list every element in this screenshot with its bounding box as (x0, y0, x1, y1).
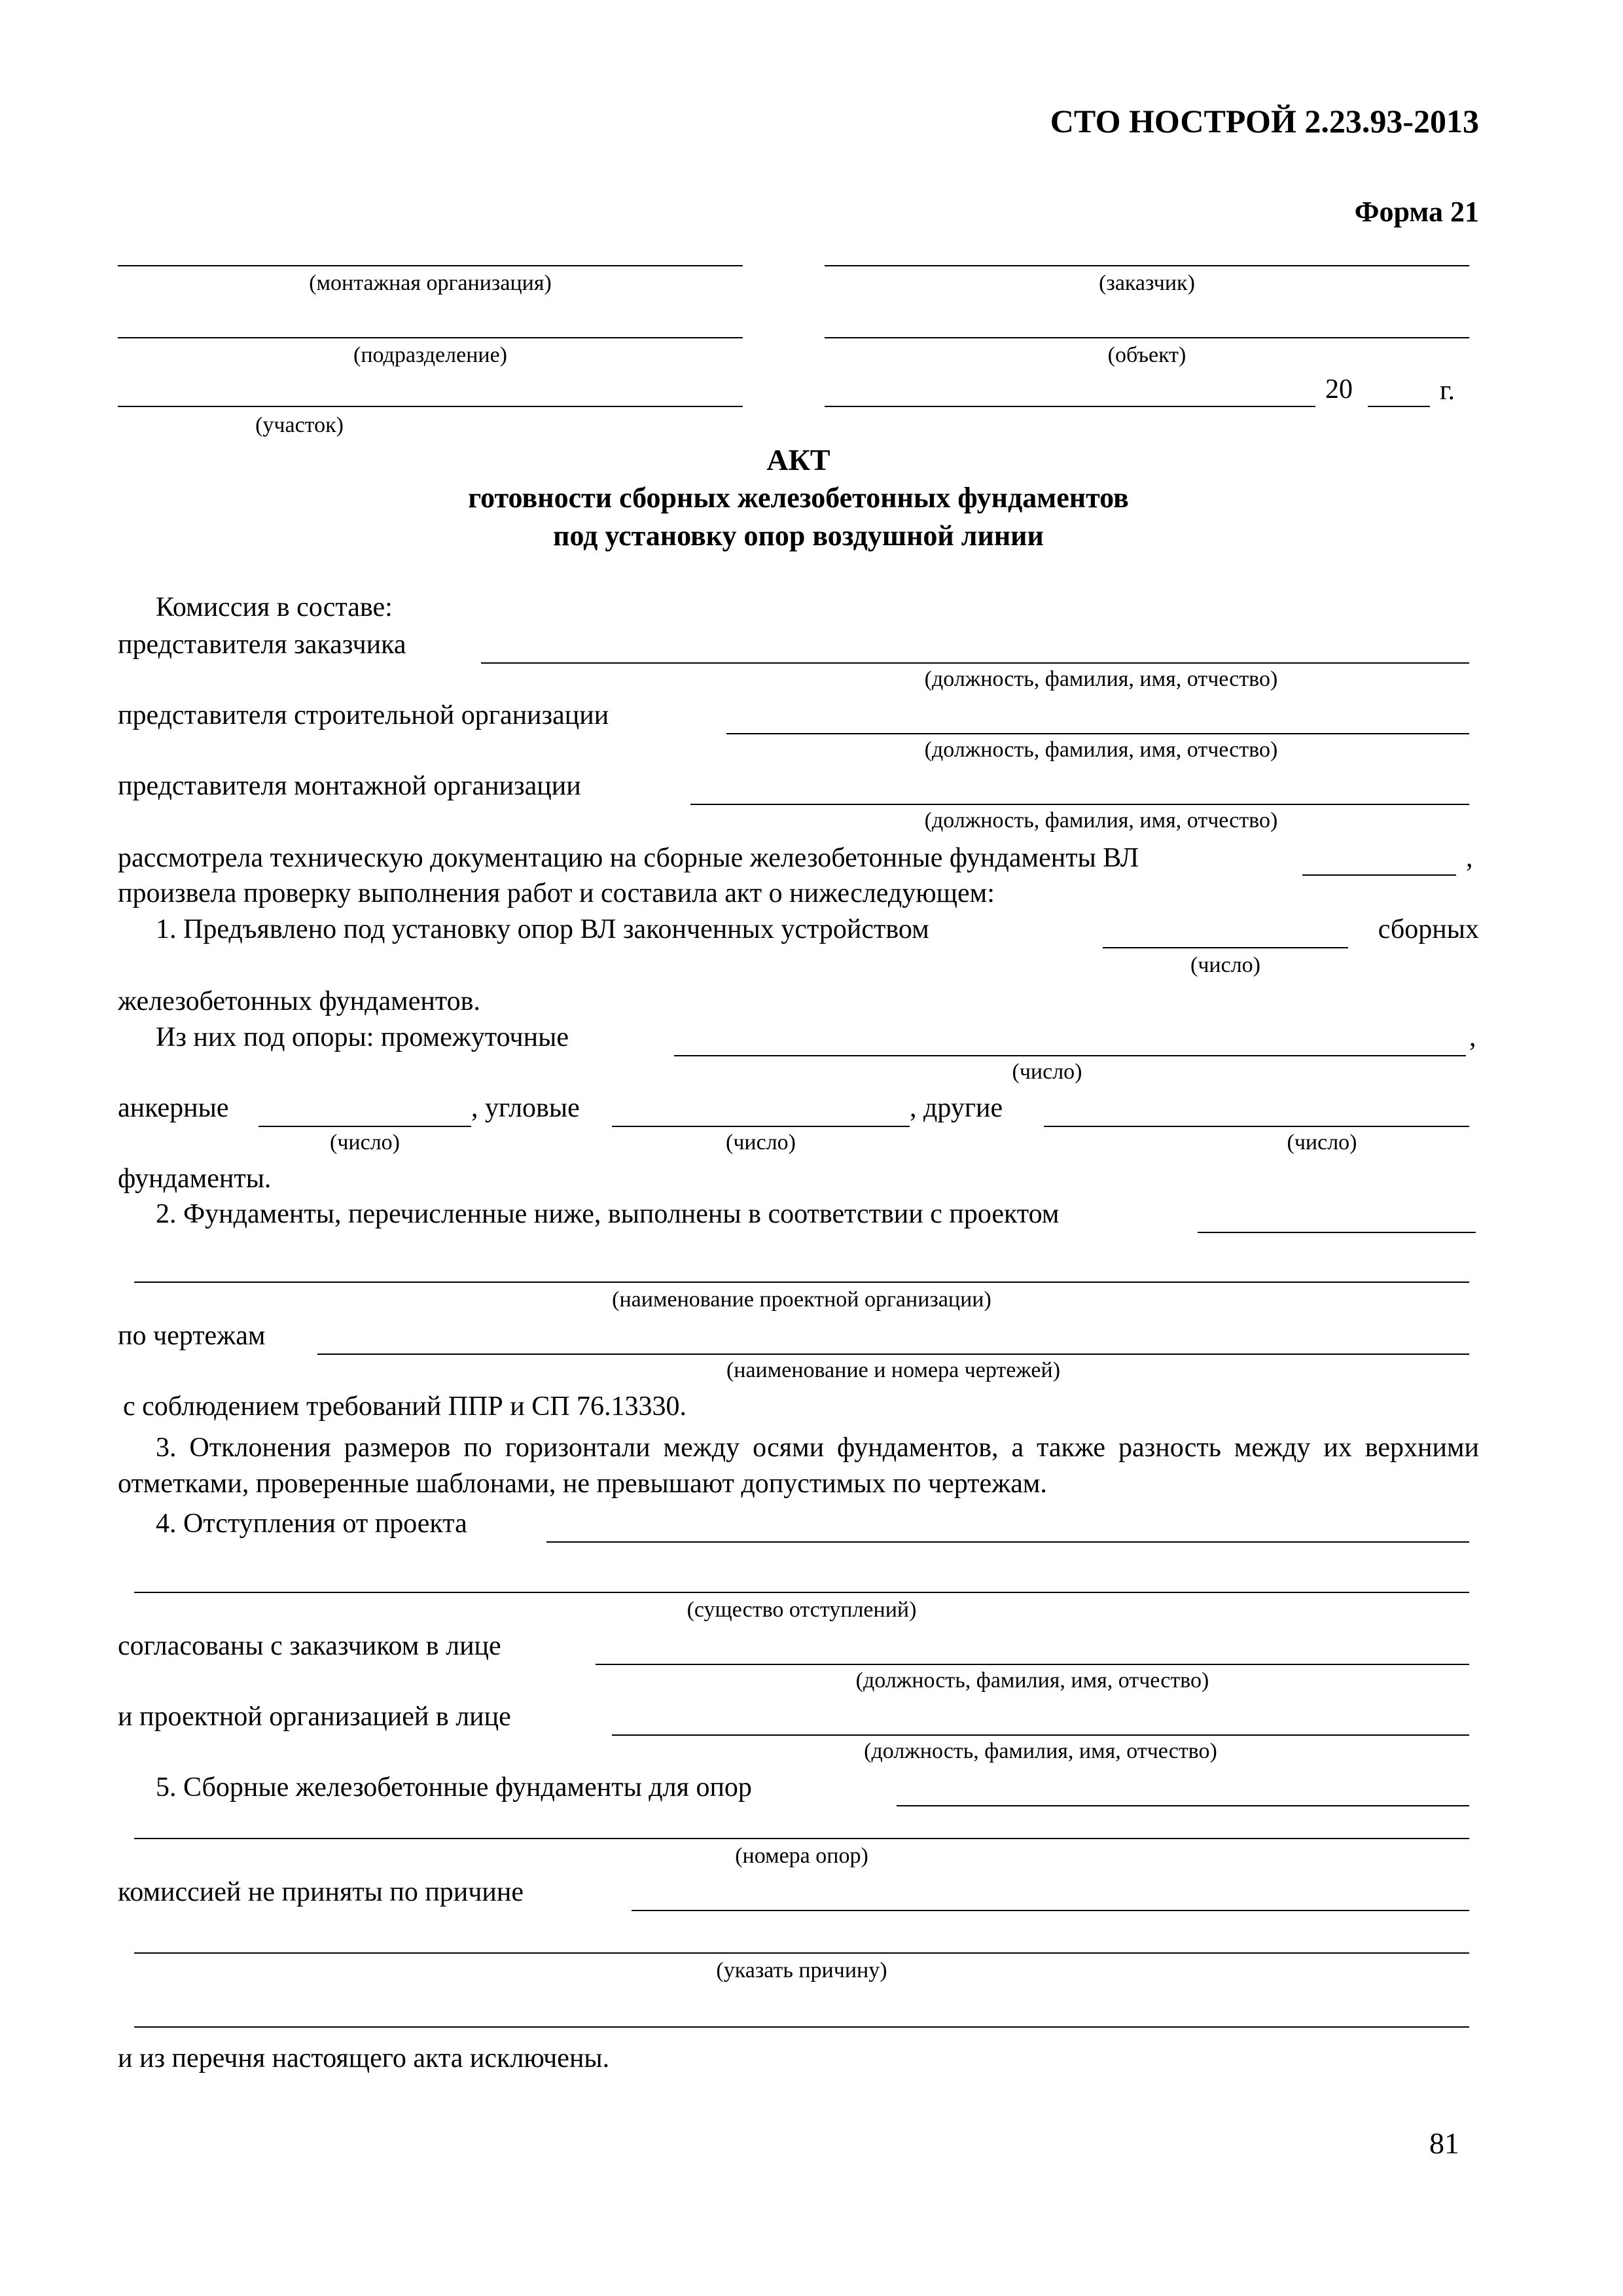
object-line[interactable] (825, 337, 1469, 338)
design-org-caption: (наименование проектной организации) (612, 1287, 991, 1312)
deviation-line-2[interactable] (134, 1592, 1469, 1593)
item1-text: 1. Предъявлено под установку опор ВЛ законченных устройством (156, 914, 929, 944)
drawings-line[interactable] (317, 1354, 1469, 1355)
other-line[interactable] (1044, 1126, 1469, 1127)
other-caption: (число) (1287, 1130, 1357, 1155)
act-subtitle-line2: под установку опор воздушной линии (553, 520, 1044, 552)
anchor-label: анкерные (118, 1093, 229, 1123)
form-number: Форма 21 (1354, 196, 1479, 228)
customer-line[interactable] (825, 265, 1469, 266)
inspected-text: произвела проверку выполнения работ и составила акт о нижеследующем: (118, 878, 995, 908)
year-prefix: 20 (1325, 374, 1353, 404)
rep-mount-caption: (должность, фамилия, имя, отчество) (924, 808, 1278, 833)
intermediate-comma: , (1469, 1022, 1476, 1052)
section-caption: (участок) (255, 413, 344, 437)
item1-tail: сборных (1378, 914, 1479, 944)
intermediate-caption: (число) (1012, 1060, 1082, 1084)
agreed-design-label: и проектной организацией в лице (118, 1702, 511, 1732)
reason-line-3[interactable] (134, 2026, 1469, 2028)
considered-text: рассмотрела техническую документацию на сборные железобетонные фундаменты ВЛ (118, 843, 1139, 873)
intermediate-line[interactable] (674, 1055, 1466, 1056)
item5-text: 5. Сборные железобетонные фундаменты для опор (156, 1772, 752, 1803)
division-line[interactable] (118, 337, 743, 338)
excluded-text: и из перечня настоящего акта исключены. (118, 2043, 610, 2073)
anchor-line[interactable] (259, 1126, 471, 1127)
agreed-customer-caption: (должность, фамилия, имя, отчество) (855, 1668, 1209, 1693)
item3-text: 3. Отклонения размеров по горизонтали между осями фундаментов, а также разность между их верхними отметками, проверенные шаблонами, не превышают допустимых по чертежам. (118, 1433, 1479, 1499)
reason-caption: (указать причину) (716, 1958, 887, 1982)
corner-line[interactable] (612, 1126, 910, 1127)
agreed-design-caption: (должность, фамилия, имя, отчество) (864, 1739, 1217, 1763)
pole-numbers-caption: (номера опор) (735, 1844, 868, 1868)
rep-build-caption: (должность, фамилия, имя, отчество) (924, 738, 1278, 762)
foundations-text: фундаменты. (118, 1164, 272, 1194)
by-drawings-label: по чертежам (118, 1321, 266, 1351)
other-label: , другие (910, 1093, 1003, 1123)
rejected-label: комиссией не приняты по причине (118, 1877, 524, 1907)
item4-text: 4. Отступления от проекта (156, 1509, 467, 1539)
rep-build-label: представителя строительной организации (118, 700, 609, 730)
standard-code: СТО НОСТРОЙ 2.23.93-2013 (1050, 103, 1479, 139)
item1-number-caption: (число) (1190, 953, 1260, 977)
reason-line-2[interactable] (134, 1952, 1469, 1954)
act-subtitle-line1: готовности сборных железобетонных фундаментов (468, 482, 1129, 514)
agreed-customer-line[interactable] (596, 1664, 1469, 1665)
rep-build-line[interactable] (726, 733, 1469, 734)
deviation-line-1[interactable] (546, 1541, 1469, 1543)
rep-mount-label: представителя монтажной организации (118, 771, 581, 801)
reason-line-1[interactable] (632, 1910, 1469, 1911)
vl-line[interactable] (1302, 874, 1456, 876)
anchor-caption: (число) (330, 1130, 400, 1155)
year-suffix: г. (1440, 376, 1455, 406)
page-number: 81 (1429, 2126, 1459, 2160)
item2-text: 2. Фундаменты, перечисленные ниже, выполнены в соответствии с проектом (156, 1199, 1060, 1229)
deviation-caption: (существо отступлений) (687, 1598, 917, 1622)
item1-number-line[interactable] (1103, 947, 1348, 948)
mount-org-line[interactable] (118, 265, 743, 266)
drawings-caption: (наименование и номера чертежей) (726, 1358, 1061, 1382)
year-line[interactable] (1368, 406, 1430, 407)
rep-mount-line[interactable] (690, 804, 1469, 805)
act-title: АКТ (766, 443, 830, 476)
mount-org-caption: (монтажная организация) (309, 271, 552, 295)
division-caption: (подразделение) (353, 343, 507, 367)
poles-line-2[interactable] (134, 1838, 1469, 1839)
agreed-design-line[interactable] (612, 1734, 1469, 1736)
compliance-text: с соблюдением требований ППР и СП 76.13330. (123, 1391, 687, 1422)
project-line-1[interactable] (1198, 1232, 1476, 1233)
of-them-text: Из них под опоры: промежуточные (156, 1022, 569, 1052)
item1-continuation: железобетонных фундаментов. (118, 986, 480, 1016)
vl-comma: , (1466, 843, 1473, 873)
corner-caption: (число) (726, 1130, 796, 1155)
customer-caption: (заказчик) (1099, 271, 1195, 295)
date-line[interactable] (825, 406, 1315, 407)
project-line-2[interactable] (134, 1282, 1469, 1283)
agreed-customer-label: согласованы с заказчиком в лице (118, 1631, 501, 1661)
corner-label: , угловые (471, 1093, 580, 1123)
rep-customer-caption: (должность, фамилия, имя, отчество) (924, 667, 1278, 691)
rep-customer-label: представителя заказчика (118, 630, 406, 660)
section-line[interactable] (118, 406, 743, 407)
object-caption: (объект) (1107, 343, 1186, 367)
rep-customer-line[interactable] (481, 662, 1469, 664)
poles-line-1[interactable] (897, 1805, 1469, 1806)
commission-intro: Комиссия в составе: (156, 592, 393, 622)
